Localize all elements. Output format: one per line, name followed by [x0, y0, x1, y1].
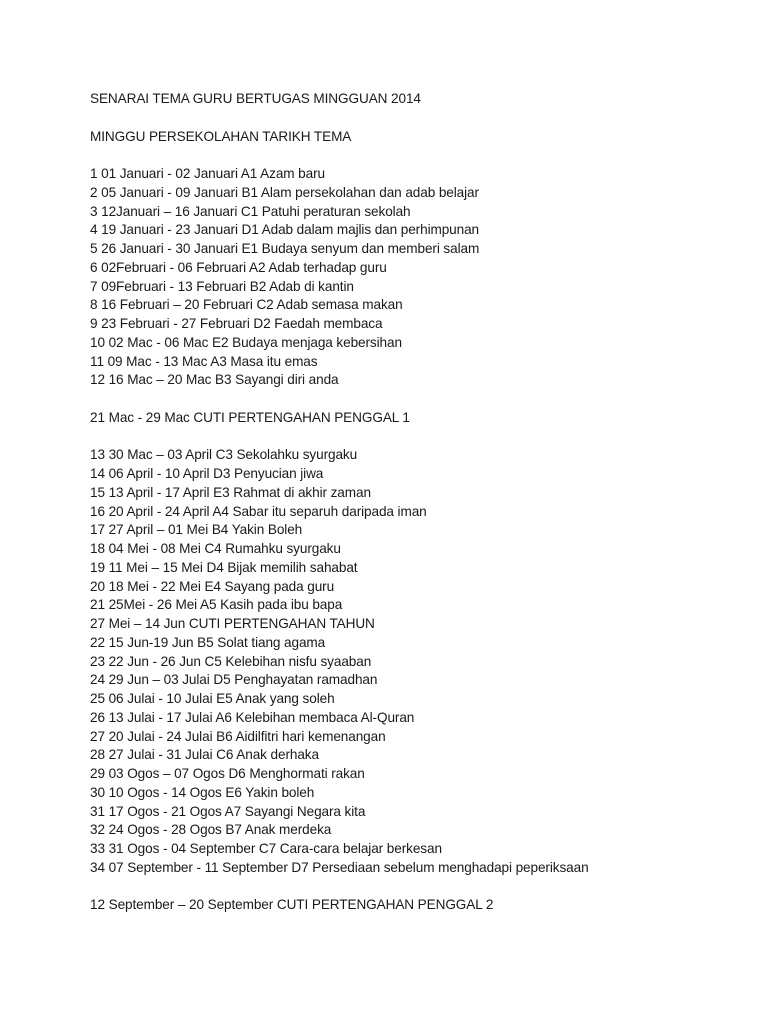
schedule-row: 8 16 Februari – 20 Februari C2 Adab semasa makan	[90, 297, 403, 313]
schedule-row: 22 15 Jun-19 Jun B5 Solat tiang agama	[90, 634, 326, 650]
schedule-row: 27 20 Julai - 24 Julai B6 Aidilfitri hari kemenangan	[90, 728, 386, 744]
schedule-row: 29 03 Ogos – 07 Ogos D6 Menghormati rakan	[90, 766, 365, 781]
schedule-row: 34 07 September - 11 September D7 Persediaan sebelum menghadapi peperiksaan	[90, 859, 589, 875]
document-title: SENARAI TEMA GURU BERTUGAS MINGGUAN 2014	[90, 91, 421, 106]
schedule-row: 13 30 Mac – 03 April C3 Sekolahku syurgaku	[90, 447, 358, 463]
holiday-row-1: 21 Mac - 29 Mac CUTI PERTENGAHAN PENGGAL 1	[90, 409, 410, 425]
schedule-row: 25 06 Julai - 10 Julai E5 Anak yang soleh	[90, 691, 335, 706]
schedule-row: 32 24 Ogos - 28 Ogos B7 Anak merdeka	[90, 822, 332, 838]
schedule-row: 7 09Februari - 13 Februari B2 Adab di kantin	[90, 278, 354, 294]
schedule-row: 30 10 Ogos - 14 Ogos E6 Yakin boleh	[90, 784, 315, 800]
schedule-row: 18 04 Mei - 08 Mei C4 Rumahku syurgaku	[90, 541, 341, 556]
column-header: MINGGU PERSEKOLAHAN TARIKH TEMA	[90, 128, 352, 144]
spacer	[90, 146, 750, 165]
spacer	[90, 109, 750, 128]
schedule-row: 26 13 Julai - 17 Julai A6 Kelebihan membaca Al-Quran	[90, 709, 415, 725]
schedule-row: 23 22 Jun - 26 Jun C5 Kelebihan nisfu syaaban	[90, 653, 372, 669]
schedule-row: 19 11 Mei – 15 Mei D4 Bijak memilih sahabat	[90, 559, 358, 575]
schedule-row: 15 13 April - 17 April E3 Rahmat di akhir zaman	[90, 484, 371, 500]
spacer	[90, 390, 750, 409]
schedule-row: 5 26 Januari - 30 Januari E1 Budaya senyum dan memberi salam	[90, 241, 480, 256]
schedule-row: 16 20 April - 24 April A4 Sabar itu separuh daripada iman	[90, 503, 427, 519]
schedule-row: 28 27 Julai - 31 Julai C6 Anak derhaka	[90, 747, 319, 763]
holiday-row-2: 12 September – 20 September CUTI PERTENGAHAN PENGGAL 2	[90, 897, 494, 913]
schedule-row: 3 12Januari – 16 Januari C1 Patuhi peraturan sekolah	[90, 203, 411, 219]
schedule-row: 9 23 Februari - 27 Februari D2 Faedah membaca	[90, 316, 383, 331]
schedule-row: 6 02Februari - 06 Februari A2 Adab terhadap guru	[90, 259, 387, 275]
schedule-row: 31 17 Ogos - 21 Ogos A7 Sayangi Negara kita	[90, 803, 366, 819]
schedule-row: 1 01 Januari - 02 Januari A1 Azam baru	[90, 166, 325, 181]
schedule-row: 2 05 Januari - 09 Januari B1 Alam persekolahan dan adab belajar	[90, 184, 479, 200]
schedule-row: 11 09 Mac - 13 Mac A3 Masa itu emas	[90, 353, 318, 369]
document-body	[90, 90, 750, 915]
spacer	[90, 878, 750, 897]
schedule-row: 24 29 Jun – 03 Julai D5 Penghayatan ramadhan	[90, 672, 378, 688]
schedule-row: 12 16 Mac – 20 Mac B3 Sayangi diri anda	[90, 372, 339, 388]
schedule-row: 4 19 Januari - 23 Januari D1 Adab dalam majlis dan perhimpunan	[90, 222, 480, 238]
spacer	[90, 428, 750, 447]
schedule-row: 33 31 Ogos - 04 September C7 Cara-cara belajar berkesan	[90, 841, 442, 856]
schedule-row: 14 06 April - 10 April D3 Penyucian jiwa	[90, 466, 324, 481]
schedule-row: 10 02 Mac - 06 Mac E2 Budaya menjaga kebersihan	[90, 334, 402, 350]
schedule-row: 21 25Mei - 26 Mei A5 Kasih pada ibu bapa	[90, 597, 343, 613]
holiday-row-mid-year: 27 Mei – 14 Jun CUTI PERTENGAHAN TAHUN	[90, 616, 375, 631]
schedule-row: 20 18 Mei - 22 Mei E4 Sayang pada guru	[90, 578, 335, 594]
schedule-block-1	[90, 165, 750, 390]
schedule-row: 17 27 April – 01 Mei B4 Yakin Boleh	[90, 522, 303, 538]
schedule-block-2	[90, 446, 750, 877]
